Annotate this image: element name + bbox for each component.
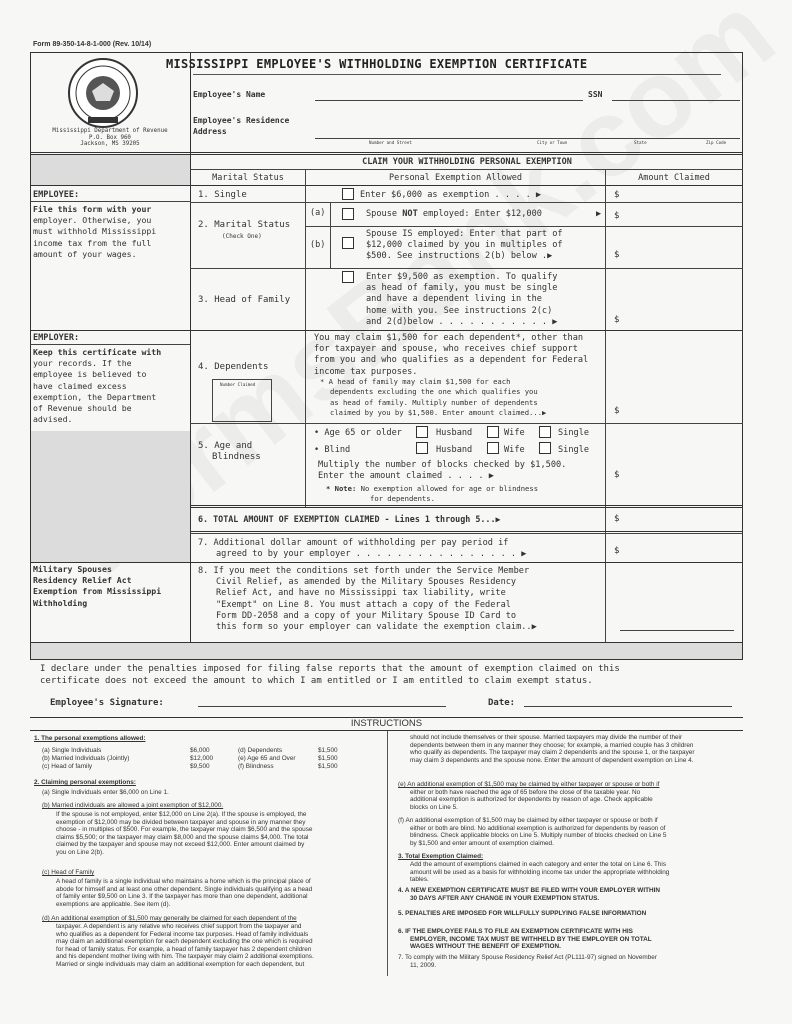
addr-sub-city: City or Town xyxy=(537,140,568,145)
military-text-0: Military Spouses xyxy=(33,564,112,574)
line2b-text-0: Spouse IS employed: Enter that part of xyxy=(366,229,563,239)
instr-2-c-text xyxy=(56,878,382,908)
line2a-text xyxy=(366,209,542,219)
line2a-not: NOT xyxy=(402,209,418,219)
line2b-tag: (b) xyxy=(310,240,326,250)
ssn-label: SSN xyxy=(588,90,603,99)
line5-text-0: Multiply the number of blocks checked by $1,500. xyxy=(318,460,567,470)
line8-text-5: this form so your employer can validate the exemption claim..▶ xyxy=(216,622,537,633)
employee-text-1: employer. Otherwise, you xyxy=(33,215,152,226)
military-text-2: Exemption from Mississippi xyxy=(33,586,162,597)
line2a-pre: Spouse xyxy=(366,209,403,219)
instr-7-0: 7. To comply with the Military Spouse Residency Relief Act (PL111-97) signed on November xyxy=(398,954,657,961)
employee-name-field[interactable] xyxy=(315,100,583,101)
instr-1-f-value: $1,500 xyxy=(318,763,338,770)
instr-2-d-5: Married or single individuals may claim an additional exemption for each dependent, but xyxy=(56,960,305,968)
instr-2-b-4: claimed by the taxpayer and spouse may not exceed $12,000. Enter amount claimed by xyxy=(56,841,305,849)
instr-2-b-text xyxy=(56,811,382,857)
instr-2-d-text xyxy=(56,923,382,969)
instr-f-1: either or both are blind. No additional exemption is authorized for dependents by reason of xyxy=(410,824,666,832)
instr-2-d-3: for head of family status. For example, a head of family taxpayer has 2 dependent children xyxy=(56,945,312,953)
line5-note-1: for dependents. xyxy=(370,493,435,503)
line2b-text-2: $500. See instructions 2(b) below .▶ xyxy=(366,251,553,262)
military-text-1: Residency Relief Act xyxy=(33,575,132,586)
instr-3-head: 3. Total Exemption Claimed: xyxy=(398,853,484,860)
instr-2-b-5: you on Line 2(b). xyxy=(56,848,104,856)
line6-dollar: $ xyxy=(614,514,620,524)
instr-1-head: 1. The personal exemptions allowed: xyxy=(34,735,146,742)
line2a-checkbox[interactable] xyxy=(342,208,354,220)
line3-text xyxy=(366,272,557,328)
col-head-allowed: Personal Exemption Allowed xyxy=(388,173,523,183)
declaration-0: I declare under the penalties imposed for filing false reports that the amount of exemption claimed on this xyxy=(40,664,620,674)
blind-label: • Blind xyxy=(314,445,351,455)
instr-1-f-label: (f) Blindness xyxy=(238,763,274,770)
employer-instructions xyxy=(33,347,161,425)
instr-3-0: Add the amount of exemptions claimed in each category and enter the total on Line 6. This xyxy=(410,861,667,868)
instr-3-text xyxy=(410,861,740,884)
instr-3-2: tables. xyxy=(410,876,429,884)
blind-wife-label: Wife xyxy=(504,445,525,455)
instr-f-2: blindness. Check applicable blocks on Line 5. Multiply number of blocks checked on Line 5 xyxy=(410,832,667,840)
instr-2-b-2: choose - in multiples of $500. For example, the taxpayer may claim $6,500 and the spouse xyxy=(56,826,313,834)
form-title: MISSISSIPPI EMPLOYEE'S WITHHOLDING EXEMPTION CERTIFICATE xyxy=(166,57,588,71)
line2a-dollar: $ xyxy=(614,211,620,221)
line2a-arrow: ▶ xyxy=(596,209,602,219)
line2b-text-1: $12,000 claimed by you in multiples of xyxy=(366,240,563,251)
line3-checkbox[interactable] xyxy=(342,271,354,283)
employer-text-0: Keep this certificate with xyxy=(33,347,162,357)
signature-label: Employee's Signature: xyxy=(50,698,164,708)
line1-text: Enter $6,000 as exemption . . . . ▶ xyxy=(360,190,542,200)
line5-label-2: Blindness xyxy=(212,452,261,463)
line2b-checkbox[interactable] xyxy=(342,237,354,249)
line3-dollar: $ xyxy=(614,315,620,325)
instr-2-b-3: claims $5,500; or the taxpayer may claim $8,000 and the spouse claims $4,000. The total xyxy=(56,833,309,841)
instr-1-c-label: (c) Head of family xyxy=(42,763,93,770)
instr-1-e-label: (e) Age 65 and Over xyxy=(238,755,296,762)
line8-text-3: "Exempt" on Line 8. You must attach a copy of the Federal xyxy=(216,599,511,610)
instr-cont xyxy=(410,734,740,764)
line2a-tag: (a) xyxy=(310,208,326,218)
line4-text-1: for taxpayer and spouse, who receives chief support xyxy=(314,344,578,355)
employee-text-0: File this form with your xyxy=(33,204,152,214)
residence-label-2: Address xyxy=(193,127,227,137)
line8-text-2: Relief Act, and have no Mississippi tax liability, write xyxy=(216,588,506,599)
addr-sub-zip: Zip Code xyxy=(706,140,727,145)
blind-wife-checkbox[interactable] xyxy=(487,442,499,454)
line3-text-2: and have a dependent living in the xyxy=(366,294,542,305)
instr-4-0: 4. A NEW EXEMPTION CERTIFICATE MUST BE FILED WITH YOUR EMPLOYER WITHIN xyxy=(398,887,661,894)
age-single-label: Single xyxy=(558,428,590,438)
line3-text-4: and 2(d)below . . . . . . . . . . . ▶ xyxy=(366,316,558,327)
line4-text xyxy=(314,333,588,378)
line5-label xyxy=(198,441,261,463)
age-single-checkbox[interactable] xyxy=(539,426,551,438)
residence-label-1: Employee's Residence xyxy=(193,116,290,125)
instr-cont-3: may claim 3 dependents and the spouse none. Enter the amount of dependent exemption on Line 4. xyxy=(410,756,694,764)
employer-text-1: your records. If the xyxy=(33,358,132,369)
line3-text-1: as head of family, you must be single xyxy=(366,283,558,294)
line3-text-3: home with you. See instructions 2(c) xyxy=(366,305,553,316)
line4-dollar: $ xyxy=(614,406,620,416)
agency-city: Jackson, MS 39205 xyxy=(80,141,140,148)
instr-2-a: (a) Single Individuals enter $6,000 on Line 1. xyxy=(42,789,169,796)
line8-text-4: Form DD-2058 and a copy of your Military Spouse ID Card to xyxy=(216,610,517,621)
instr-2-b-head: (b) Married individuals are allowed a joint exemption of $12,000. xyxy=(42,802,224,809)
employer-text-2: employee is believed to xyxy=(33,369,147,380)
instr-e-0: (e) An additional exemption of $1,500 may be claimed by either taxpayer or spouse or both if xyxy=(398,781,660,788)
col-head-marital: Marital Status xyxy=(212,173,284,183)
instr-cont-1: dependents between them in any manner they choose; for example, a married couple has 3 children xyxy=(410,741,694,749)
line7-text-0: 7. Additional dollar amount of withholding per pay period if xyxy=(198,538,509,548)
addr-sub-street: Number and Street xyxy=(369,140,412,145)
instr-e-1: either or both have reached the age of 65 before the close of the taxable year. No xyxy=(410,788,641,796)
line2a-post: employed: Enter $12,000 xyxy=(417,209,542,219)
line7-text-1: agreed to by your employer . . . . . . . . . . . . . . . . ▶ xyxy=(216,549,527,560)
line4-text-2: from you and who qualifies as a dependent for Federal xyxy=(314,355,589,366)
line4-label: 4. Dependents xyxy=(198,362,269,372)
instr-2-head: 2. Claiming personal exemptions: xyxy=(34,779,136,786)
form-number: Form 89-350-14-8-1-000 (Rev. 10/14) xyxy=(33,41,152,48)
instr-4-1: 30 DAYS AFTER ANY CHANGE IN YOUR EXEMPTION STATUS. xyxy=(410,894,600,902)
instr-2-c-0: A head of family is a single individual who maintains a home which is the principal place of xyxy=(56,878,311,885)
instr-2-b-1: exemption of $12,000 may be divided between taxpayer and spouse in any manner they xyxy=(56,818,306,826)
employee-text-3: income tax from the full xyxy=(33,237,152,248)
employee-head: EMPLOYEE: xyxy=(33,190,80,200)
line7-dollar: $ xyxy=(614,546,620,556)
line1-label: 1. Single xyxy=(198,190,247,200)
line4-note-0: * A head of family may claim $1,500 for each xyxy=(320,377,511,386)
date-field[interactable] xyxy=(524,706,732,707)
line4-note xyxy=(320,377,546,419)
declaration xyxy=(40,663,620,687)
agency-block xyxy=(30,128,190,148)
age-wife-label: Wife xyxy=(504,428,525,438)
employer-text-5: of Revenue should be xyxy=(33,403,132,414)
age-wife-checkbox[interactable] xyxy=(487,426,499,438)
instr-2-b-0: If the spouse is not employed, enter $12,000 on Line 2(a). If the spouse is employed, the xyxy=(56,811,307,818)
instr-1-d-label: (d) Dependents xyxy=(238,747,283,754)
claim-header: CLAIM YOUR WITHHOLDING PERSONAL EXEMPTION xyxy=(362,157,572,167)
employer-text-4: exemption, the Department xyxy=(33,391,157,402)
state-seal xyxy=(64,57,142,129)
line8-text-1: Civil Relief, as amended by the Military Spouses Residency xyxy=(216,577,517,588)
declaration-1: certificate does not exceed the amount to which I am entitled or I am entitled to claim exempt status. xyxy=(40,676,593,686)
line3-label: 3. Head of Family xyxy=(198,295,291,305)
instr-cont-0: should not include themselves or their spouse. Married taxpayers may divide the number of their xyxy=(410,734,683,741)
age-husband-checkbox[interactable] xyxy=(416,426,428,438)
employee-instructions xyxy=(33,204,156,260)
line4-text-0: You may claim $1,500 for each dependent*, other than xyxy=(314,333,584,343)
employer-text-3: have claimed excess xyxy=(33,380,127,391)
line6-text: 6. TOTAL AMOUNT OF EXEMPTION CLAIMED - Lines 1 through 5...▶ xyxy=(198,514,501,524)
line5-note-text-0: No exemption allowed for age or blindness xyxy=(360,484,539,493)
line3-text-0: Enter $9,500 as exemption. To qualify xyxy=(366,272,558,282)
age-label: • Age 65 or older xyxy=(314,428,402,438)
blind-husband-checkbox[interactable] xyxy=(416,442,428,454)
instr-2-c-1: abode for himself and at least one other dependent. Single individuals qualifying as a head xyxy=(56,885,313,893)
instr-1-b-value: $12,000 xyxy=(190,755,214,762)
instr-e-3: blocks on Line 5. xyxy=(410,803,458,811)
instr-2-d-4: and his dependent mother living with him. The taxpayer may claim 2 additional exemptions. xyxy=(56,953,314,961)
instr-6-2: WAGES WITHOUT THE BENEFIT OF EXEMPTION. xyxy=(410,943,561,951)
line2-sub: (Check One) xyxy=(222,233,262,240)
instr-cont-2: who qualify as dependents. The taxpayer may claim 2 dependents and the spouse 1, or the taxpayer xyxy=(410,749,695,757)
instr-1-b-label: (b) Married Individuals (Jointly) xyxy=(42,755,130,762)
instr-6 xyxy=(398,928,738,951)
line5-dollar: $ xyxy=(614,470,620,480)
blind-husband-label: Husband xyxy=(436,445,473,455)
instr-5: 5. PENALTIES ARE IMPOSED FOR WILLFULLY SUPPLYING FALSE INFORMATION xyxy=(398,910,647,917)
residence-label xyxy=(193,115,289,137)
line2b-text xyxy=(366,229,563,263)
instr-1-c-value: $9,500 xyxy=(190,763,210,770)
line4-note-3: claimed by you by $1,500. Enter amount claimed...▶ xyxy=(330,408,547,418)
line5-text xyxy=(318,460,566,482)
line4-text-3: income tax purposes. xyxy=(314,366,418,377)
instr-1-d-value: $1,500 xyxy=(318,747,338,754)
instr-2-c-3: exemptions are applicable. See item (d). xyxy=(56,900,171,908)
age-husband-label: Husband xyxy=(436,428,473,438)
instr-f-0: (f) An additional exemption of $1,500 may be claimed by either taxpayer or spouse or both if xyxy=(398,817,658,824)
line4-note-1: dependents excluding the one which qualifies you xyxy=(330,387,538,397)
instr-2-c-head: (c) Head of Family xyxy=(42,869,95,876)
line5-note xyxy=(326,484,538,503)
employer-head: EMPLOYER: xyxy=(33,333,80,343)
date-label: Date: xyxy=(488,698,516,708)
line8-text-0: 8. If you meet the conditions set forth under the Service Member xyxy=(198,566,530,576)
line7-text xyxy=(198,538,526,560)
instr-f xyxy=(398,817,738,847)
instructions-title: INSTRUCTIONS xyxy=(350,718,423,729)
seal-icon xyxy=(64,57,142,129)
instr-1-e-value: $1,500 xyxy=(318,755,338,762)
line2-label: 2. Marital Status xyxy=(198,220,291,230)
instr-e xyxy=(398,781,738,811)
military-text-3: Withholding xyxy=(33,597,88,608)
ssn-field[interactable] xyxy=(612,100,740,101)
line5-text-1: Enter the amount claimed . . . . ▶ xyxy=(318,471,494,482)
addr-sub-state: State xyxy=(634,140,647,145)
instr-3-1: amount will be used as a basis for withholding income tax under the appropriate withholding xyxy=(410,868,670,876)
employee-name-label: Employee's Name xyxy=(193,90,266,99)
instr-2-c-2: of family enter $9,500 on Line 3. If the taxpayer has more than one dependent, additional xyxy=(56,893,308,901)
instr-6-0: 6. IF THE EMPLOYEE FAILS TO FILE AN EXEMPTION CERTIFICATE WITH HIS xyxy=(398,928,633,935)
line1-single-checkbox[interactable] xyxy=(342,188,354,200)
line5-note-0 xyxy=(326,484,538,494)
address-field[interactable] xyxy=(315,138,740,139)
line8-exempt-field[interactable] xyxy=(620,630,734,631)
line1-dollar: $ xyxy=(614,190,620,200)
military-heading xyxy=(33,564,161,609)
line2b-dollar: $ xyxy=(614,250,620,260)
agency-name: Mississippi Department of Revenue xyxy=(52,128,168,134)
instr-e-2: additional exemption is authorized for dependents by reason of age. Check applicable xyxy=(410,796,653,804)
instr-7-1: 11, 2009. xyxy=(410,961,437,969)
instr-2-d-head: (d) An additional exemption of $1,500 may generally be claimed for each dependent of the xyxy=(42,915,297,922)
employee-text-4: amount of your wages. xyxy=(33,248,137,259)
instr-1-a-label: (a) Single Individuals xyxy=(42,747,102,754)
line5-note-label: * Note: xyxy=(326,484,357,493)
instr-f-3: by $1,500 and enter amount of exemption claimed. xyxy=(410,839,554,847)
blind-single-checkbox[interactable] xyxy=(539,442,551,454)
instr-7 xyxy=(398,954,738,969)
instr-2-d-2: may claim an additional exemption for each dependent excluding the one which is required xyxy=(56,938,313,946)
instr-2-d-0: taxpayer. A dependent is any relative who receives chief support from the taxpayer and xyxy=(56,923,302,930)
line8-text xyxy=(198,566,537,633)
blind-single-label: Single xyxy=(558,445,590,455)
agency-pobox: P.O. Box 960 xyxy=(89,134,131,141)
col-head-amount: Amount Claimed xyxy=(638,173,710,183)
line4-note-2: as head of family. Multiply number of dependents xyxy=(330,397,538,407)
line4-box-label: Number Claimed xyxy=(220,382,256,387)
instr-6-1: EMPLOYER, INCOME TAX MUST BE WITHHELD BY THE EMPLOYER ON TOTAL xyxy=(410,935,652,943)
line5-label-1: 5. Age and xyxy=(198,441,253,451)
instr-4 xyxy=(398,887,738,902)
employee-text-2: must withhold Mississippi xyxy=(33,226,157,237)
instr-2-d-1: who qualifies as a dependent for Federal income tax purposes. Head of family individuals xyxy=(56,930,309,938)
employer-text-6: advised. xyxy=(33,414,73,425)
signature-field[interactable] xyxy=(198,706,446,707)
instr-1-a-value: $6,000 xyxy=(190,747,210,754)
